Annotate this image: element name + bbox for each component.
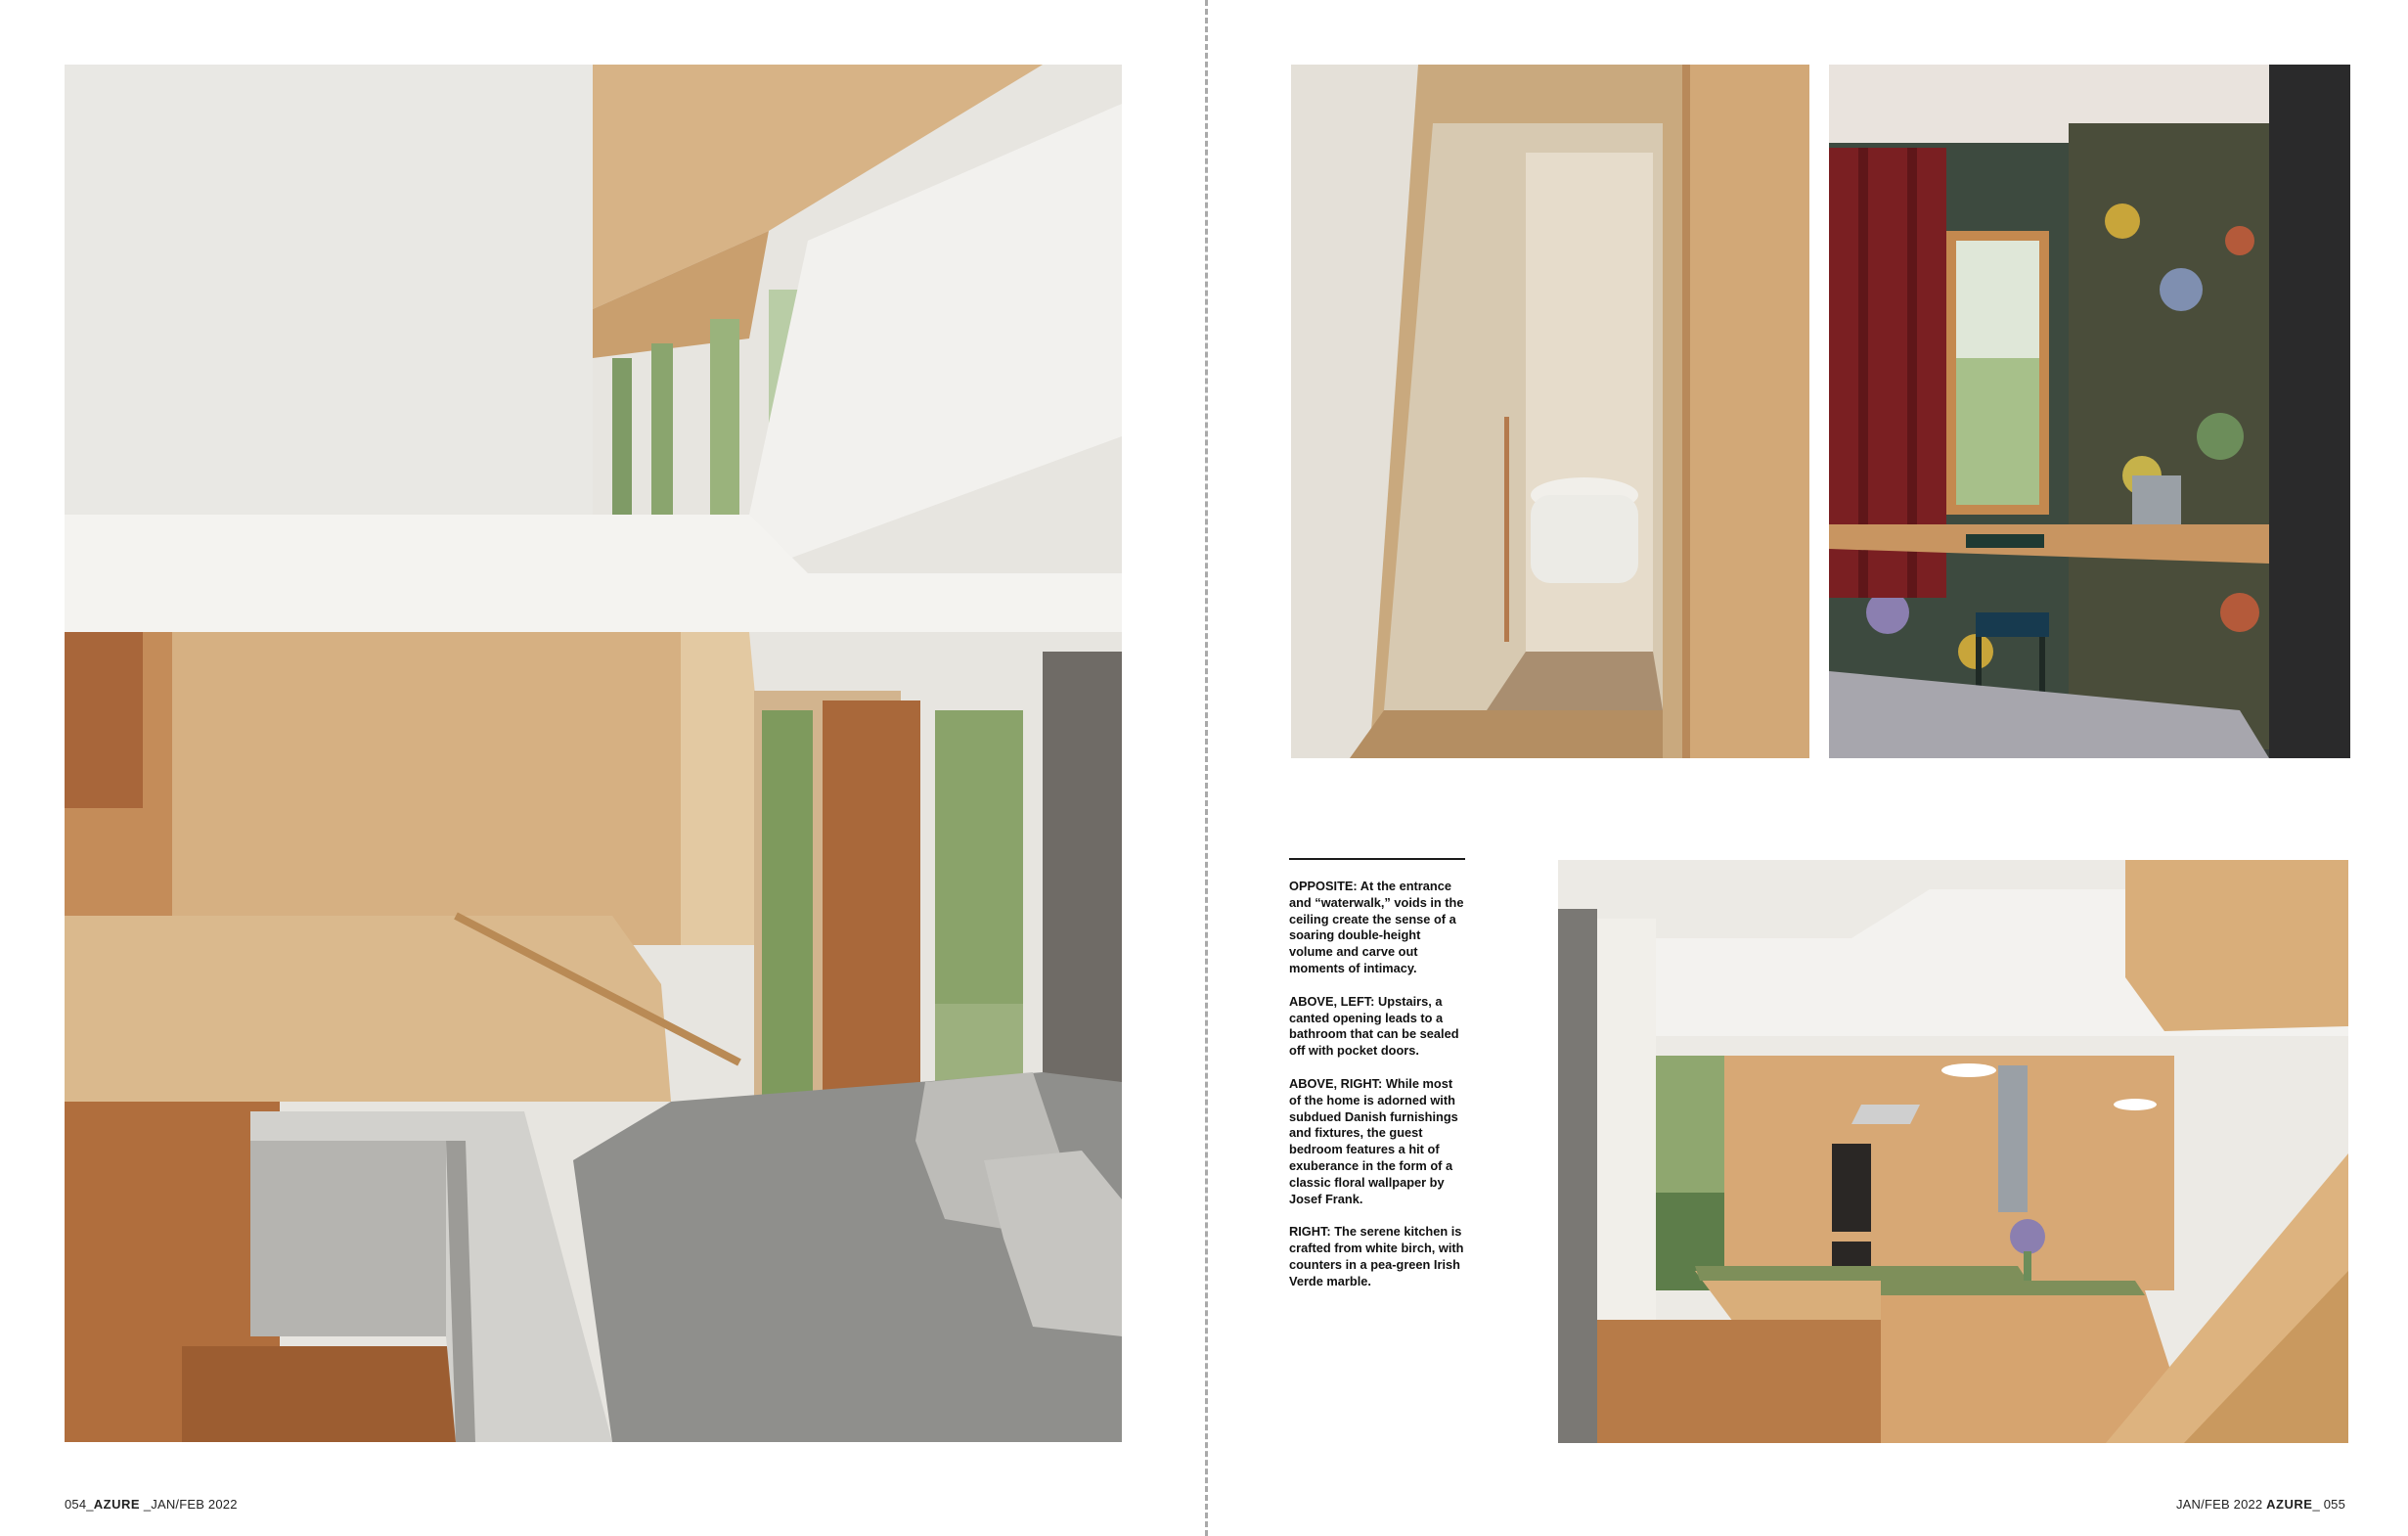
magazine-name-right: AZURE [2266,1497,2313,1512]
guest-bedroom-photo [1829,65,2350,758]
page-gutter [1205,0,1208,1536]
caption-above-right: ABOVE, RIGHT: While most of the home is adorned with subdued Danish furnishings and fixtures, the guest bedroom features a hit of exuberance in the form of a classic floral wallpaper by Josef Frank. [1289,1075,1458,1206]
entrance-photo [65,65,1122,1442]
caption-opposite: OPPOSITE: At the entrance and “waterwalk,” voids in the ceiling create the sense of a soaring double-height volume and carve out moments of intimacy. [1289,879,1464,975]
bathroom-photo [1291,65,1809,758]
folio-right: JAN/FEB 2022 AZURE_ 055 [2175,1497,2345,1512]
page-number-right: 055 [2323,1497,2345,1512]
photo-captions [1289,879,1467,1307]
issue-date-right: JAN/FEB 2022 [2175,1497,2263,1512]
folio-left: 054_AZURE _JAN/FEB 2022 [65,1497,238,1512]
kitchen-photo [1558,860,2348,1443]
magazine-name-left: AZURE [93,1497,141,1512]
caption-rule [1289,858,1465,860]
caption-above-left: ABOVE, LEFT: Upstairs, a canted opening leads to a bathroom that can be sealed off with pocket doors. [1289,993,1459,1059]
page-number-left: 054 [65,1497,87,1512]
issue-date-left: JAN/FEB 2022 [151,1497,238,1512]
caption-right: RIGHT: The serene kitchen is crafted from white birch, with counters in a pea-green Irish Verde marble. [1289,1224,1464,1288]
